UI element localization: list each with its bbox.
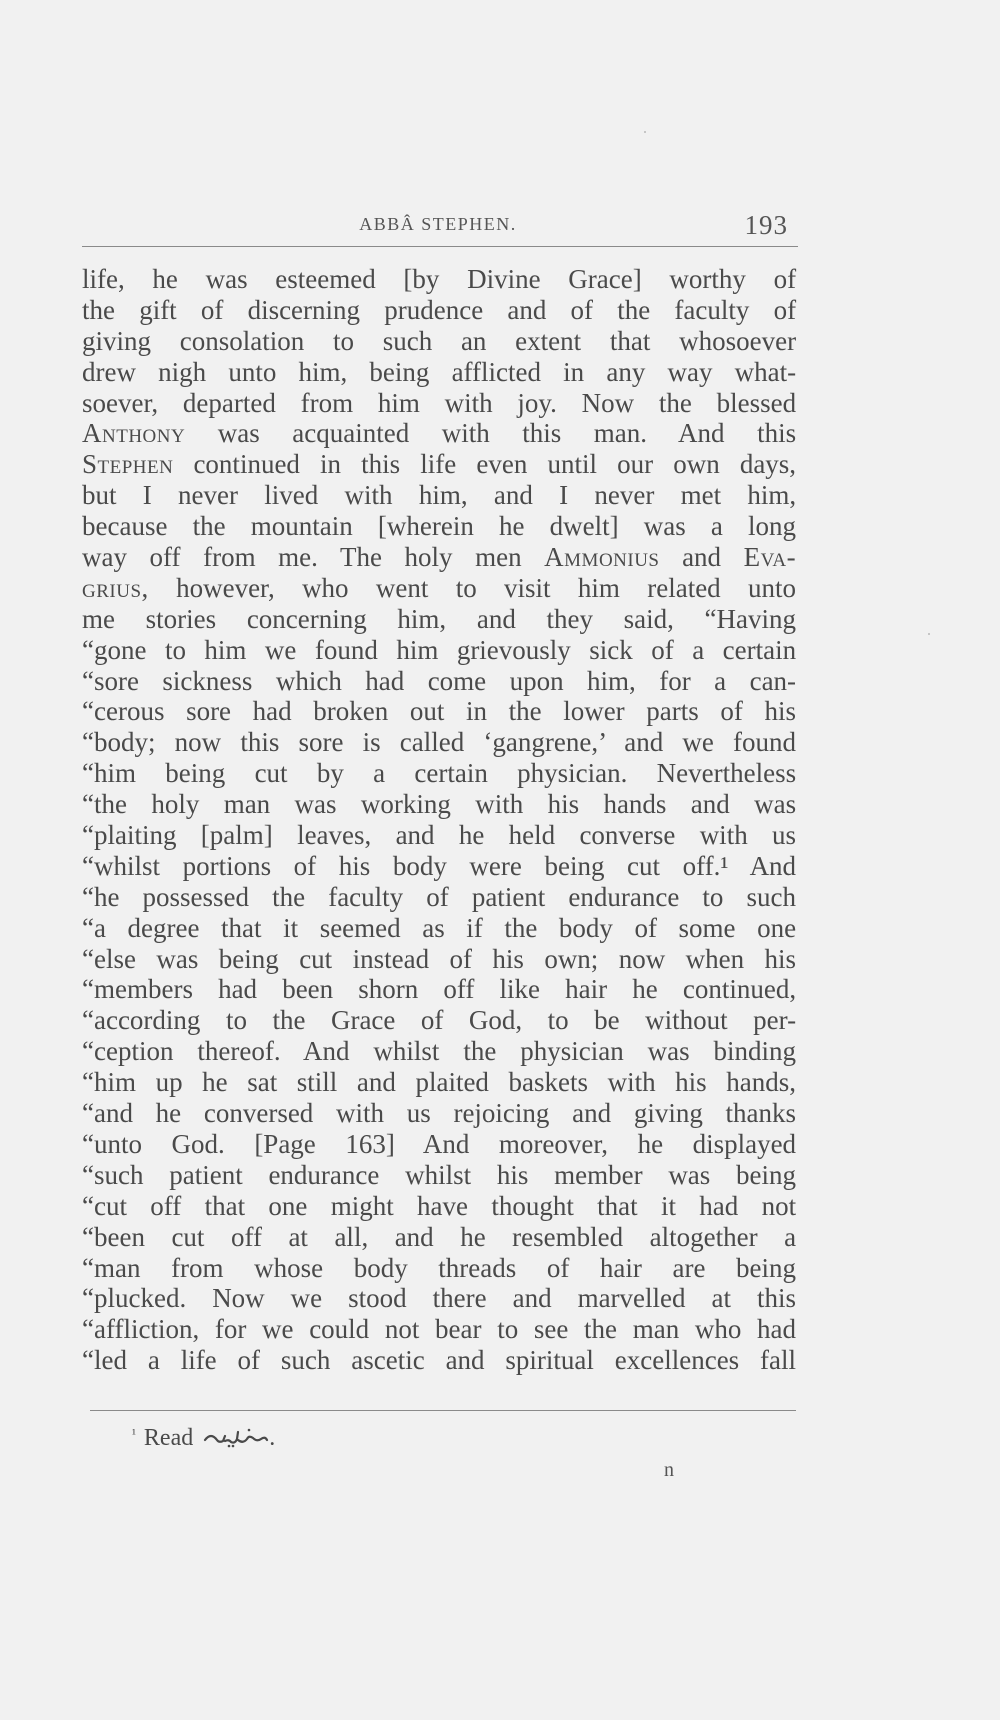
- text-line: “sore sickness which had come upon him, for a can-: [82, 665, 797, 696]
- text-line: “according to the Grace of God, to be without per-: [82, 1005, 797, 1036]
- text-line: because the mountain [wherein he dwelt] was a long: [82, 511, 796, 542]
- text-line: “unto God. [Page 163] And moreover, he displayed: [82, 1128, 797, 1159]
- text-line: me stories concerning him, and they said, “Having: [82, 603, 797, 634]
- body-text: [82, 264, 796, 1376]
- header-rule: [82, 246, 798, 247]
- syriac-script-glyphs: [203, 1424, 269, 1448]
- text-line: giving consolation to such an extent that whosoever: [82, 325, 797, 356]
- text-line: “him being cut by a certain physician. Nevertheless: [82, 758, 797, 789]
- text-line: life, he was esteemed [by Divine Grace] worthy of: [82, 264, 797, 294]
- text-line: Anthony was acquainted with this man. And this: [82, 418, 797, 449]
- text-line: “led a life of such ascetic and spiritual excellences fall: [82, 1345, 797, 1376]
- syriac-word: [203, 1424, 269, 1455]
- text-line: “body; now this sore is called ‘gangrene,’ and we found: [82, 727, 797, 758]
- paper-speck: [644, 131, 646, 133]
- footnote-rule: [90, 1410, 796, 1411]
- text-line: “ception thereof. And whilst the physician was binding: [82, 1036, 797, 1067]
- text-line: “him up he sat still and plaited baskets with his hands,: [82, 1067, 797, 1098]
- text-line: Stephen continued in this life even until our own days,: [82, 449, 797, 480]
- text-line: “plaiting [palm] leaves, and he held converse with us: [82, 820, 797, 851]
- text-line: “a degree that it seemed as if the body of some one: [82, 912, 797, 943]
- text-line: grius, however, who went to visit him related unto: [82, 572, 797, 603]
- running-head: ABBÂ STEPHEN.: [359, 214, 517, 234]
- page-header: [82, 210, 794, 250]
- text-line: “and he conversed with us rejoicing and giving thanks: [82, 1098, 797, 1129]
- text-line: “gone to him we found him grievously sick of a certain: [82, 634, 797, 665]
- text-line: “cerous sore had broken out in the lower parts of his: [82, 696, 797, 727]
- text-line: “man from whose body threads of hair are being: [82, 1252, 797, 1283]
- text-line: soever, departed from him with joy. Now the blessed: [82, 387, 797, 418]
- footnote-text: Read: [143, 1425, 194, 1451]
- text-line: but I never lived with him, and I never met him,: [82, 480, 797, 511]
- signature-mark: n: [664, 1459, 674, 1481]
- text-line: “plucked. Now we stood there and marvelled at this: [82, 1283, 796, 1314]
- text-line: way off from me. The holy men Ammonius and Eva-: [82, 542, 797, 573]
- paper-speck: [928, 633, 930, 635]
- text-line: “whilst portions of his body were being cut off.¹ And: [82, 850, 797, 881]
- text-line: “been cut off at all, and he resembled altogether a: [82, 1221, 797, 1252]
- footnote-end: .: [269, 1425, 276, 1451]
- text-line: “he possessed the faculty of patient endurance to such: [82, 881, 796, 912]
- footnote-marker: ¹: [132, 1426, 136, 1441]
- footnote: [132, 1424, 275, 1455]
- page-number: 193: [744, 210, 788, 240]
- text-line: the gift of discerning prudence and of the faculty of: [82, 294, 797, 325]
- text-line: “the holy man was working with his hands and was: [82, 789, 797, 820]
- text-line: “such patient endurance whilst his member was being: [82, 1159, 797, 1190]
- text-line: drew nigh unto him, being afflicted in any way what-: [82, 356, 797, 387]
- text-line: “else was being cut instead of his own; now when his: [82, 943, 797, 974]
- text-line: “affliction, for we could not bear to see the man who had: [82, 1314, 797, 1345]
- text-line: “members had been shorn off like hair he continued,: [82, 974, 797, 1005]
- text-line: “cut off that one might have thought that it had not: [82, 1190, 797, 1221]
